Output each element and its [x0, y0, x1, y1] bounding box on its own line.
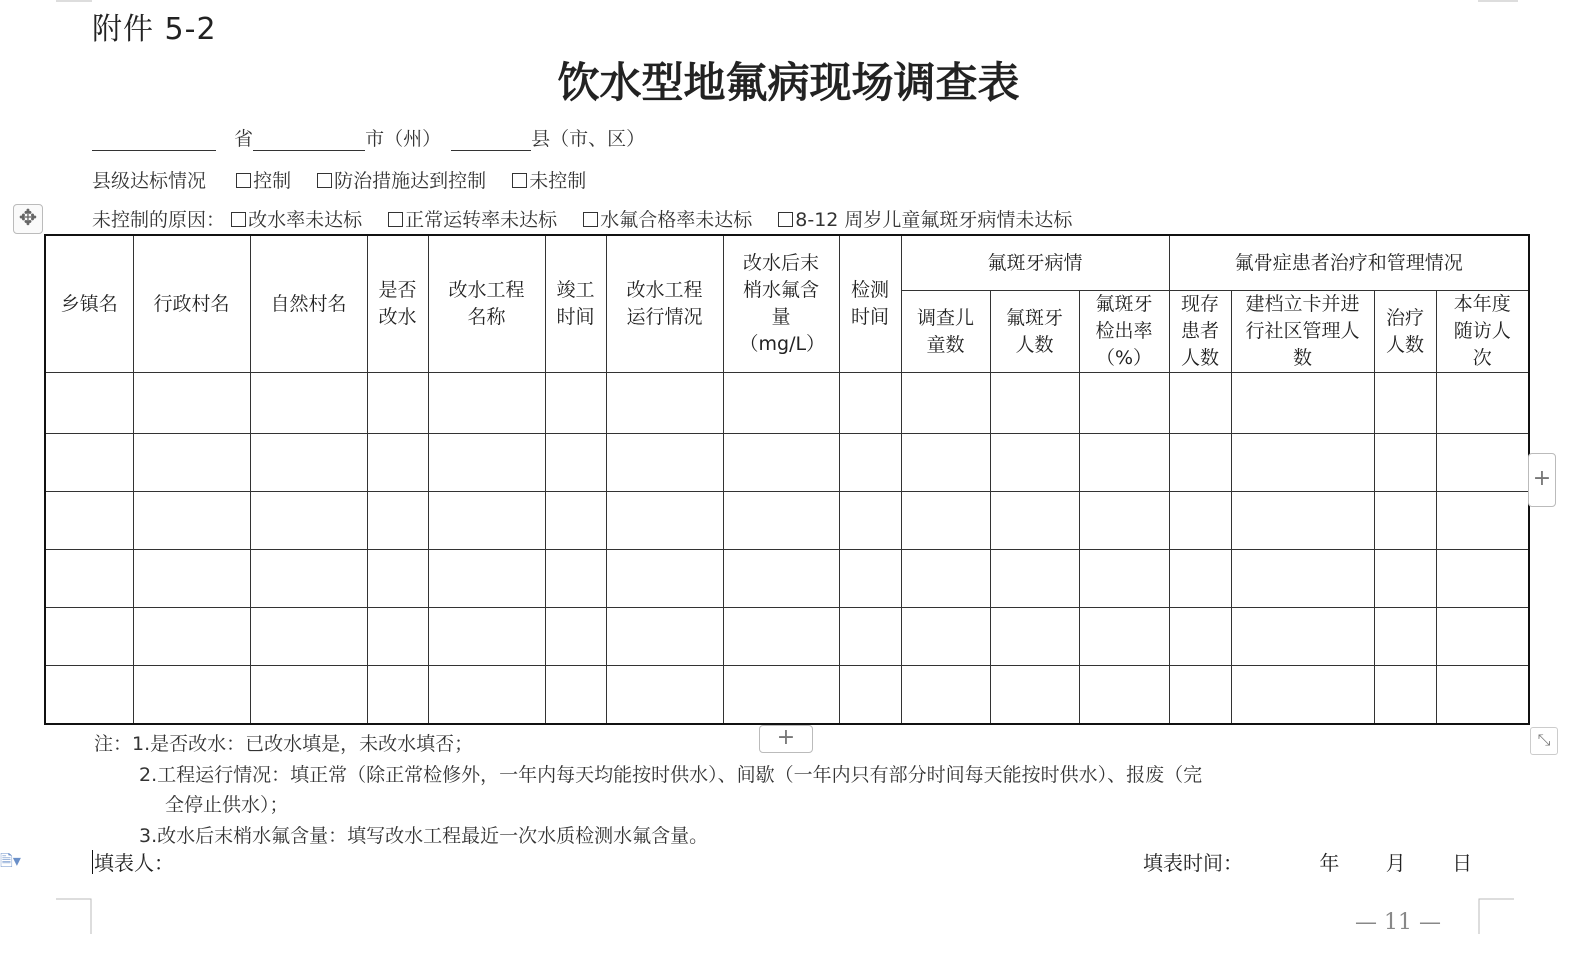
table-cell[interactable]: [367, 373, 428, 434]
crop-mark-top-right: [1478, 0, 1518, 8]
table-cell[interactable]: [606, 666, 723, 725]
reason-option-operation-rate[interactable]: 正常运转率未达标: [388, 205, 557, 232]
table-cell[interactable]: [1436, 666, 1529, 725]
county-status-line: [92, 166, 606, 193]
table-cell[interactable]: [1079, 492, 1169, 550]
table-cell[interactable]: [990, 550, 1079, 608]
header-community-managed: 建档立卡并进行社区管理人数: [1231, 291, 1374, 373]
header-fluoride-content: 改水后末梢水氟含量（mg/L）: [723, 235, 839, 373]
table-cell[interactable]: [1436, 550, 1529, 608]
table-cell[interactable]: [990, 666, 1079, 725]
header-operation-status: 改水工程运行情况: [606, 235, 723, 373]
attachment-label: 附件 5-2: [92, 12, 217, 47]
table-cell[interactable]: [990, 492, 1079, 550]
header-natural-village: 自然村名: [250, 235, 367, 373]
table-cell[interactable]: [133, 608, 250, 666]
table-cell[interactable]: [428, 373, 545, 434]
table-cell[interactable]: [606, 373, 723, 434]
table-cell[interactable]: [839, 434, 901, 492]
resize-icon[interactable]: ⤡: [1530, 727, 1558, 755]
table-cell[interactable]: [723, 608, 839, 666]
table-cell[interactable]: [133, 666, 250, 725]
plus-icon[interactable]: +: [1528, 453, 1556, 507]
note-3: 3.改水后末梢水氟含量：填写改水工程最近一次水质检测水氟含量。: [139, 825, 709, 847]
table-cell[interactable]: [545, 492, 606, 550]
reason-option-dental-fluorosis[interactable]: 8-12 周岁儿童氟斑牙病情未达标: [778, 205, 1072, 232]
table-cell[interactable]: [545, 550, 606, 608]
crop-mark-bottom-right: [1478, 898, 1514, 934]
table-cell[interactable]: [250, 666, 367, 725]
table-cell[interactable]: [606, 434, 723, 492]
table-cell[interactable]: [1169, 550, 1231, 608]
table-cell[interactable]: [723, 550, 839, 608]
table-cell[interactable]: [367, 550, 428, 608]
table-cell[interactable]: [45, 550, 133, 608]
table-cell[interactable]: [1374, 666, 1436, 725]
table-cell[interactable]: [1436, 492, 1529, 550]
table-cell[interactable]: [990, 373, 1079, 434]
header-admin-village: 行政村名: [133, 235, 250, 373]
fill-time: [1143, 847, 1472, 876]
filler-label: 填表人：: [94, 851, 174, 875]
table-cell[interactable]: [839, 492, 901, 550]
status-option-uncontrolled[interactable]: 未控制: [512, 166, 586, 193]
fill-time-year: 年: [1319, 851, 1340, 875]
table-cell[interactable]: [990, 608, 1079, 666]
table-cell[interactable]: [1374, 492, 1436, 550]
table-cell[interactable]: [45, 434, 133, 492]
table-cell[interactable]: [606, 608, 723, 666]
table-cell[interactable]: [250, 550, 367, 608]
table-cell[interactable]: [1231, 666, 1374, 725]
reason-option-water-rate[interactable]: 改水率未达标: [231, 205, 362, 232]
table-cell[interactable]: [1231, 373, 1374, 434]
table-cell[interactable]: [901, 550, 990, 608]
checkbox-icon[interactable]: [231, 212, 246, 227]
header-current-patients: 现存患者人数: [1169, 291, 1231, 373]
table-cell[interactable]: [1231, 550, 1374, 608]
table-cell[interactable]: [545, 434, 606, 492]
document-icon[interactable]: 🗎▾: [0, 851, 21, 870]
text-cursor: [92, 850, 93, 874]
plus-icon[interactable]: +: [759, 725, 813, 753]
table-cell[interactable]: [250, 608, 367, 666]
county-label: 县（市、区）: [531, 128, 646, 150]
reason-option-fluoride-qualified[interactable]: 水氟合格率未达标: [583, 205, 752, 232]
table-cell[interactable]: [545, 373, 606, 434]
table-cell[interactable]: [1374, 550, 1436, 608]
move-icon[interactable]: ✥: [13, 204, 43, 234]
table-cell[interactable]: [45, 492, 133, 550]
header-dental-rate: 氟斑牙检出率（%）: [1079, 291, 1169, 373]
checkbox-icon[interactable]: [236, 173, 251, 188]
header-completion-time: 竣工时间: [545, 235, 606, 373]
header-test-time: 检测时间: [839, 235, 901, 373]
table-cell[interactable]: [901, 373, 990, 434]
table-cell[interactable]: [1231, 434, 1374, 492]
note-1: 注：1.是否改水：已改水填是，未改水填否；: [94, 733, 474, 755]
table-cell[interactable]: [1231, 492, 1374, 550]
table-cell[interactable]: [45, 373, 133, 434]
table-cell[interactable]: [45, 666, 133, 725]
table-cell[interactable]: [1231, 608, 1374, 666]
table-cell[interactable]: [133, 492, 250, 550]
table-cell[interactable]: [1436, 608, 1529, 666]
checkbox-icon[interactable]: [778, 212, 793, 227]
table-cell[interactable]: [428, 608, 545, 666]
checkbox-icon[interactable]: [388, 212, 403, 227]
county-status-label: 县级达标情况: [92, 170, 207, 192]
table-cell[interactable]: [428, 550, 545, 608]
province-label: 省: [234, 128, 254, 150]
table-cell[interactable]: [1169, 492, 1231, 550]
table-cell[interactable]: [1436, 373, 1529, 434]
header-skeletal-fluorosis-group: 氟骨症患者治疗和管理情况: [1169, 235, 1529, 291]
table-cell[interactable]: [901, 666, 990, 725]
table-cell[interactable]: [1079, 373, 1169, 434]
table-row: [45, 373, 1529, 434]
header-children-surveyed: 调查儿童数: [901, 291, 990, 373]
crop-mark-bottom-left: [56, 898, 92, 934]
table-cell[interactable]: [1374, 608, 1436, 666]
note-2-continued: 全停止供水）；: [165, 794, 289, 816]
table-cell[interactable]: [901, 608, 990, 666]
header-dental-cases: 氟斑牙人数: [990, 291, 1079, 373]
table-cell[interactable]: [723, 434, 839, 492]
table-cell[interactable]: [1079, 434, 1169, 492]
table-cell[interactable]: [723, 492, 839, 550]
crop-mark-top-left: [56, 0, 92, 8]
header-followups: 本年度随访人次: [1436, 291, 1529, 373]
header-project-name: 改水工程名称: [428, 235, 545, 373]
checkbox-icon[interactable]: [583, 212, 598, 227]
table-cell[interactable]: [723, 373, 839, 434]
table-cell[interactable]: [990, 434, 1079, 492]
table-cell[interactable]: [250, 373, 367, 434]
province-blank[interactable]: [92, 128, 216, 151]
table-cell[interactable]: [839, 373, 901, 434]
table-cell[interactable]: [428, 492, 545, 550]
table-cell[interactable]: [606, 492, 723, 550]
table-cell[interactable]: [250, 434, 367, 492]
header-township: 乡镇名: [45, 235, 133, 373]
table-cell[interactable]: [133, 434, 250, 492]
checkbox-icon[interactable]: [512, 173, 527, 188]
table-cell[interactable]: [901, 434, 990, 492]
uncontrolled-reasons-line: [92, 205, 1092, 232]
table-cell[interactable]: [45, 608, 133, 666]
header-water-improved: 是否改水: [367, 235, 428, 373]
table-cell[interactable]: [1169, 608, 1231, 666]
table-cell[interactable]: [901, 492, 990, 550]
table-row: [45, 666, 1529, 725]
table-row: [45, 550, 1529, 608]
table-cell[interactable]: [545, 666, 606, 725]
page-title: 饮水型地氟病现场调查表: [557, 58, 1020, 107]
table-cell[interactable]: [723, 666, 839, 725]
table-cell[interactable]: [133, 550, 250, 608]
table-cell[interactable]: [545, 608, 606, 666]
table-cell[interactable]: [428, 666, 545, 725]
county-blank[interactable]: [451, 128, 531, 151]
table-row: [45, 434, 1529, 492]
survey-table: [44, 234, 1530, 725]
header-dental-fluorosis-group: 氟斑牙病情: [901, 235, 1169, 291]
table-cell[interactable]: [367, 492, 428, 550]
table-cell[interactable]: [1169, 666, 1231, 725]
table-cell[interactable]: [250, 492, 367, 550]
table-cell[interactable]: [1079, 666, 1169, 725]
table-cell[interactable]: [839, 666, 901, 725]
table-cell[interactable]: [1374, 434, 1436, 492]
table-cell[interactable]: [367, 666, 428, 725]
fill-time-month: 月: [1385, 851, 1406, 875]
table-cell[interactable]: [1374, 373, 1436, 434]
table-cell[interactable]: [1436, 434, 1529, 492]
table-cell[interactable]: [1169, 434, 1231, 492]
checkbox-icon[interactable]: [317, 173, 332, 188]
fill-time-day: 日: [1452, 851, 1473, 875]
table-cell[interactable]: [367, 434, 428, 492]
table-row: [45, 608, 1529, 666]
table-cell[interactable]: [133, 373, 250, 434]
city-blank[interactable]: [253, 128, 365, 151]
city-label: 市（州）: [365, 128, 442, 150]
status-option-measures-controlled[interactable]: 防治措施达到控制: [317, 166, 486, 193]
table-cell[interactable]: [428, 434, 545, 492]
note-2: 2.工程运行情况：填正常（除正常检修外，一年内每天均能按时供水）、间歇（一年内只有部分时间每天能按时供水）、报废（完: [139, 764, 1203, 786]
header-treated: 治疗人数: [1374, 291, 1436, 373]
page-number: — 11 —: [1355, 910, 1441, 935]
table-row: [45, 492, 1529, 550]
filler-line[interactable]: [92, 847, 174, 876]
table-cell[interactable]: [367, 608, 428, 666]
table-cell[interactable]: [606, 550, 723, 608]
reasons-label: 未控制的原因：: [92, 209, 226, 231]
status-option-controlled[interactable]: 控制: [236, 166, 291, 193]
table-cell[interactable]: [839, 550, 901, 608]
table-cell[interactable]: [839, 608, 901, 666]
location-line: [92, 124, 645, 151]
fill-time-label: 填表时间：: [1143, 851, 1243, 875]
table-cell[interactable]: [1079, 550, 1169, 608]
table-cell[interactable]: [1079, 608, 1169, 666]
table-cell[interactable]: [1169, 373, 1231, 434]
